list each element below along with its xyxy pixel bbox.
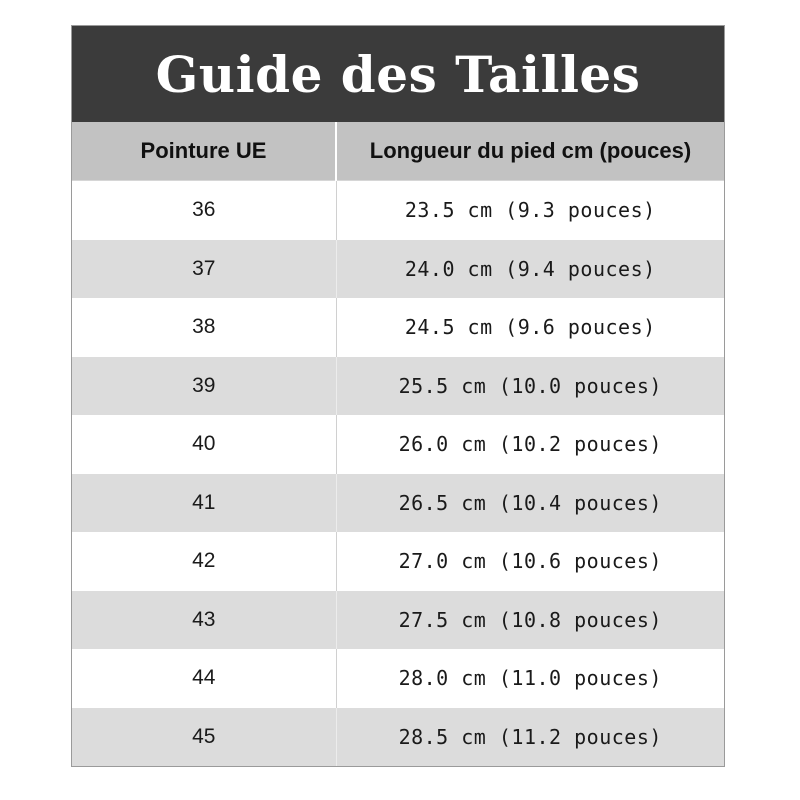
size-cell: 41 <box>72 474 336 533</box>
length-cell: 26.5 cm (10.4 pouces) <box>336 474 724 533</box>
table-row <box>72 415 724 474</box>
column-header-size: Pointure UE <box>72 122 336 181</box>
length-cell: 24.5 cm (9.6 pouces) <box>336 298 724 357</box>
size-cell: 37 <box>72 240 336 299</box>
page-title: Guide des Tailles <box>155 44 641 104</box>
length-cell: 23.5 cm (9.3 pouces) <box>336 181 724 240</box>
column-header-length: Longueur du pied cm (pouces) <box>336 122 724 181</box>
table-row <box>72 357 724 416</box>
size-cell: 36 <box>72 181 336 240</box>
size-cell: 45 <box>72 708 336 767</box>
header-row <box>72 122 724 181</box>
title-bar <box>72 26 724 122</box>
length-cell: 28.5 cm (11.2 pouces) <box>336 708 724 767</box>
length-cell: 26.0 cm (10.2 pouces) <box>336 415 724 474</box>
table-row <box>72 474 724 533</box>
size-cell: 38 <box>72 298 336 357</box>
table-row <box>72 298 724 357</box>
length-cell: 27.5 cm (10.8 pouces) <box>336 591 724 650</box>
size-cell: 43 <box>72 591 336 650</box>
size-cell: 42 <box>72 532 336 591</box>
table-row <box>72 532 724 591</box>
length-cell: 24.0 cm (9.4 pouces) <box>336 240 724 299</box>
length-cell: 25.5 cm (10.0 pouces) <box>336 357 724 416</box>
size-table <box>72 122 724 766</box>
size-cell: 44 <box>72 649 336 708</box>
table-row <box>72 240 724 299</box>
table-row <box>72 708 724 767</box>
table-row <box>72 649 724 708</box>
table-row <box>72 181 724 240</box>
length-cell: 28.0 cm (11.0 pouces) <box>336 649 724 708</box>
table-row <box>72 591 724 650</box>
length-cell: 27.0 cm (10.6 pouces) <box>336 532 724 591</box>
size-guide-table <box>71 25 725 767</box>
size-cell: 40 <box>72 415 336 474</box>
size-cell: 39 <box>72 357 336 416</box>
